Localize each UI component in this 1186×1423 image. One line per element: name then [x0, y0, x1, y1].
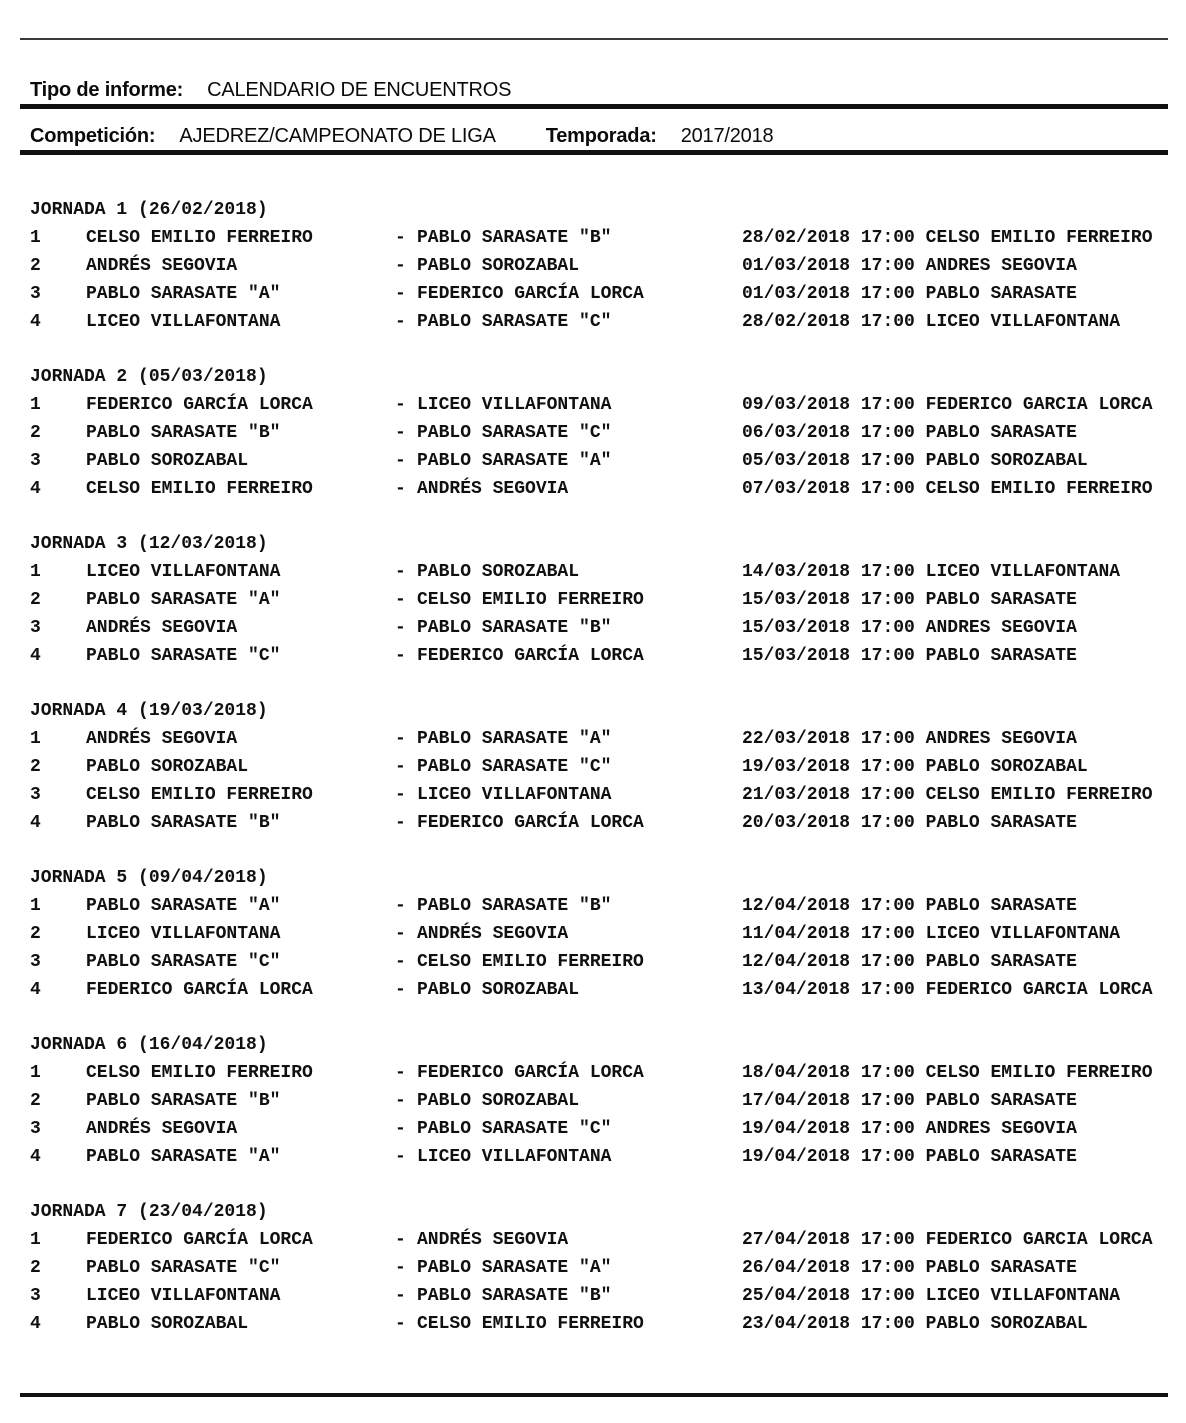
- match-schedule: [742, 475, 1153, 503]
- match-row: [0, 753, 1186, 781]
- round-title: JORNADA 1 (26/02/2018): [30, 200, 268, 220]
- away-team: LICEO VILLAFONTANA: [417, 1147, 612, 1167]
- match-schedule: [742, 558, 1120, 586]
- separator-dash: -: [395, 785, 406, 805]
- round-section: [0, 196, 1186, 336]
- match-time: 17:00: [860, 590, 915, 610]
- match-time: 17:00: [860, 1147, 915, 1167]
- match-schedule: [742, 224, 1153, 252]
- season-value: 2017/2018: [680, 125, 774, 147]
- home-team: PABLO SARASATE "A": [86, 284, 281, 304]
- home-team: ANDRÉS SEGOVIA: [86, 1119, 238, 1139]
- match-venue: CELSO EMILIO FERREIRO: [925, 228, 1153, 248]
- home-team: PABLO SOROZABAL: [86, 451, 249, 471]
- match-row: [0, 586, 1186, 614]
- match-number: 3: [30, 1119, 41, 1139]
- home-team: ANDRÉS SEGOVIA: [86, 618, 238, 638]
- match-date: 05/03/2018: [742, 451, 851, 471]
- away-team: FEDERICO GARCÍA LORCA: [417, 646, 644, 666]
- match-schedule: [742, 308, 1120, 336]
- match-time: 17:00: [860, 1258, 915, 1278]
- match-venue: FEDERICO GARCIA LORCA: [925, 980, 1153, 1000]
- separator-dash: -: [395, 284, 406, 304]
- match-schedule: [742, 447, 1088, 475]
- match-venue: CELSO EMILIO FERREIRO: [925, 479, 1153, 499]
- match-schedule: [742, 920, 1120, 948]
- match-schedule: [742, 753, 1088, 781]
- away-team: CELSO EMILIO FERREIRO: [417, 590, 644, 610]
- home-team: ANDRÉS SEGOVIA: [86, 256, 238, 276]
- round-section: [0, 1031, 1186, 1171]
- match-venue: FEDERICO GARCIA LORCA: [925, 1230, 1153, 1250]
- away-team: CELSO EMILIO FERREIRO: [417, 1314, 644, 1334]
- match-time: 17:00: [860, 618, 915, 638]
- match-date: 19/03/2018: [742, 757, 851, 777]
- away-team: PABLO SARASATE "B": [417, 228, 612, 248]
- away-team: PABLO SARASATE "C": [417, 423, 612, 443]
- home-team: FEDERICO GARCÍA LORCA: [86, 1230, 313, 1250]
- match-row: [0, 391, 1186, 419]
- separator-dash: -: [395, 395, 406, 415]
- match-number: 3: [30, 451, 41, 471]
- match-date: 07/03/2018: [742, 479, 851, 499]
- match-time: 17:00: [860, 757, 915, 777]
- match-schedule: [742, 892, 1077, 920]
- round-section: [0, 864, 1186, 1004]
- match-row: [0, 1087, 1186, 1115]
- separator-dash: -: [395, 1314, 406, 1334]
- match-number: 2: [30, 590, 41, 610]
- match-date: 01/03/2018: [742, 256, 851, 276]
- match-number: 3: [30, 785, 41, 805]
- away-team: PABLO SARASATE "B": [417, 896, 612, 916]
- separator-dash: -: [395, 228, 406, 248]
- away-team: PABLO SOROZABAL: [417, 562, 580, 582]
- separator-dash: -: [395, 1147, 406, 1167]
- away-team: FEDERICO GARCÍA LORCA: [417, 813, 644, 833]
- match-date: 09/03/2018: [742, 395, 851, 415]
- home-team: LICEO VILLAFONTANA: [86, 924, 281, 944]
- separator-dash: -: [395, 1091, 406, 1111]
- match-time: 17:00: [860, 479, 915, 499]
- away-team: FEDERICO GARCÍA LORCA: [417, 1063, 644, 1083]
- match-time: 17:00: [860, 980, 915, 1000]
- match-number: 4: [30, 1314, 41, 1334]
- match-number: 2: [30, 1091, 41, 1111]
- match-schedule: [742, 419, 1077, 447]
- match-venue: PABLO SOROZABAL: [925, 451, 1088, 471]
- report-type-row: [30, 78, 561, 102]
- match-row: [0, 642, 1186, 670]
- match-number: 4: [30, 479, 41, 499]
- match-time: 17:00: [860, 729, 915, 749]
- separator-dash: -: [395, 423, 406, 443]
- match-venue: ANDRES SEGOVIA: [925, 618, 1077, 638]
- match-venue: LICEO VILLAFONTANA: [925, 312, 1121, 332]
- match-venue: PABLO SARASATE: [925, 1091, 1077, 1111]
- match-row: [0, 976, 1186, 1004]
- home-team: ANDRÉS SEGOVIA: [86, 729, 238, 749]
- away-team: ANDRÉS SEGOVIA: [417, 924, 569, 944]
- match-schedule: [742, 391, 1153, 419]
- match-venue: LICEO VILLAFONTANA: [925, 924, 1121, 944]
- round-title: JORNADA 4 (19/03/2018): [30, 701, 268, 721]
- match-number: 3: [30, 284, 41, 304]
- separator-dash: -: [395, 1063, 406, 1083]
- match-date: 21/03/2018: [742, 785, 851, 805]
- match-row: [0, 1059, 1186, 1087]
- match-venue: PABLO SARASATE: [925, 284, 1077, 304]
- match-schedule: [742, 1059, 1153, 1087]
- match-venue: ANDRES SEGOVIA: [925, 1119, 1077, 1139]
- competition-value: AJEDREZ/CAMPEONATO DE LIGA: [179, 125, 496, 147]
- match-schedule: [742, 781, 1153, 809]
- round-title: JORNADA 6 (16/04/2018): [30, 1035, 268, 1055]
- competition-label: Competición:: [30, 125, 156, 147]
- match-number: 1: [30, 1230, 41, 1250]
- match-venue: ANDRES SEGOVIA: [925, 256, 1077, 276]
- match-row: [0, 252, 1186, 280]
- match-number: 2: [30, 256, 41, 276]
- match-venue: FEDERICO GARCIA LORCA: [925, 395, 1153, 415]
- match-number: 1: [30, 228, 41, 248]
- separator-dash: -: [395, 618, 406, 638]
- match-venue: CELSO EMILIO FERREIRO: [925, 785, 1153, 805]
- round-section: [0, 1198, 1186, 1338]
- match-time: 17:00: [860, 1286, 915, 1306]
- match-row: [0, 781, 1186, 809]
- report-type-label: Tipo de informe:: [30, 79, 184, 101]
- away-team: PABLO SARASATE "B": [417, 1286, 612, 1306]
- separator-dash: -: [395, 729, 406, 749]
- separator-dash: -: [395, 646, 406, 666]
- home-team: FEDERICO GARCÍA LORCA: [86, 395, 313, 415]
- match-date: 25/04/2018: [742, 1286, 851, 1306]
- match-row: [0, 1282, 1186, 1310]
- round-title: JORNADA 5 (09/04/2018): [30, 868, 268, 888]
- match-time: 17:00: [860, 1314, 915, 1334]
- match-date: 06/03/2018: [742, 423, 851, 443]
- match-number: 3: [30, 1286, 41, 1306]
- match-time: 17:00: [860, 284, 915, 304]
- match-row: [0, 1115, 1186, 1143]
- home-team: PABLO SARASATE "A": [86, 896, 281, 916]
- match-venue: PABLO SARASATE: [925, 1258, 1077, 1278]
- match-schedule: [742, 586, 1077, 614]
- match-time: 17:00: [860, 896, 915, 916]
- match-time: 17:00: [860, 646, 915, 666]
- match-date: 23/04/2018: [742, 1314, 851, 1334]
- match-row: [0, 948, 1186, 976]
- home-team: FEDERICO GARCÍA LORCA: [86, 980, 313, 1000]
- separator-dash: -: [395, 1258, 406, 1278]
- match-schedule: [742, 976, 1153, 1004]
- match-date: 22/03/2018: [742, 729, 851, 749]
- match-date: 28/02/2018: [742, 312, 851, 332]
- separator-dash: -: [395, 1119, 406, 1139]
- separator-dash: -: [395, 757, 406, 777]
- round-section: [0, 530, 1186, 670]
- separator-dash: -: [395, 312, 406, 332]
- separator-dash: -: [395, 562, 406, 582]
- match-schedule: [742, 1115, 1077, 1143]
- match-schedule: [742, 1143, 1077, 1171]
- home-team: CELSO EMILIO FERREIRO: [86, 785, 313, 805]
- home-team: PABLO SOROZABAL: [86, 1314, 249, 1334]
- match-date: 15/03/2018: [742, 590, 851, 610]
- match-row: [0, 1143, 1186, 1171]
- match-time: 17:00: [860, 562, 915, 582]
- header-rule-1: [20, 104, 1168, 109]
- separator-dash: -: [395, 479, 406, 499]
- away-team: LICEO VILLAFONTANA: [417, 785, 612, 805]
- match-time: 17:00: [860, 423, 915, 443]
- away-team: PABLO SARASATE "B": [417, 618, 612, 638]
- match-venue: PABLO SARASATE: [925, 813, 1077, 833]
- match-row: [0, 224, 1186, 252]
- match-date: 11/04/2018: [742, 924, 851, 944]
- match-date: 26/04/2018: [742, 1258, 851, 1278]
- match-time: 17:00: [860, 813, 915, 833]
- match-number: 1: [30, 395, 41, 415]
- match-time: 17:00: [860, 1119, 915, 1139]
- match-date: 20/03/2018: [742, 813, 851, 833]
- match-time: 17:00: [860, 395, 915, 415]
- match-schedule: [742, 1310, 1088, 1338]
- match-date: 27/04/2018: [742, 1230, 851, 1250]
- away-team: PABLO SARASATE "A": [417, 451, 612, 471]
- match-time: 17:00: [860, 451, 915, 471]
- match-time: 17:00: [860, 924, 915, 944]
- match-venue: PABLO SOROZABAL: [925, 1314, 1088, 1334]
- match-row: [0, 280, 1186, 308]
- match-schedule: [742, 280, 1077, 308]
- separator-dash: -: [395, 924, 406, 944]
- match-date: 18/04/2018: [742, 1063, 851, 1083]
- home-team: PABLO SARASATE "A": [86, 1147, 281, 1167]
- match-row: [0, 558, 1186, 586]
- match-date: 17/04/2018: [742, 1091, 851, 1111]
- match-venue: LICEO VILLAFONTANA: [925, 562, 1121, 582]
- match-venue: CELSO EMILIO FERREIRO: [925, 1063, 1153, 1083]
- match-date: 19/04/2018: [742, 1147, 851, 1167]
- match-schedule: [742, 725, 1077, 753]
- match-number: 4: [30, 312, 41, 332]
- home-team: LICEO VILLAFONTANA: [86, 1286, 281, 1306]
- away-team: PABLO SARASATE "C": [417, 312, 612, 332]
- match-number: 4: [30, 980, 41, 1000]
- home-team: CELSO EMILIO FERREIRO: [86, 1063, 313, 1083]
- round-title: JORNADA 2 (05/03/2018): [30, 367, 268, 387]
- match-date: 19/04/2018: [742, 1119, 851, 1139]
- match-venue: ANDRES SEGOVIA: [925, 729, 1077, 749]
- match-row: [0, 892, 1186, 920]
- match-number: 3: [30, 952, 41, 972]
- match-row: [0, 1226, 1186, 1254]
- match-time: 17:00: [860, 312, 915, 332]
- match-number: 1: [30, 562, 41, 582]
- match-number: 4: [30, 813, 41, 833]
- away-team: ANDRÉS SEGOVIA: [417, 479, 569, 499]
- match-date: 28/02/2018: [742, 228, 851, 248]
- match-row: [0, 1254, 1186, 1282]
- match-venue: PABLO SARASATE: [925, 646, 1077, 666]
- home-team: CELSO EMILIO FERREIRO: [86, 479, 313, 499]
- top-rule: [20, 38, 1168, 40]
- round-title: JORNADA 3 (12/03/2018): [30, 534, 268, 554]
- away-team: PABLO SOROZABAL: [417, 980, 580, 1000]
- match-schedule: [742, 252, 1077, 280]
- match-number: 1: [30, 1063, 41, 1083]
- home-team: LICEO VILLAFONTANA: [86, 312, 281, 332]
- away-team: PABLO SARASATE "C": [417, 757, 612, 777]
- match-number: 2: [30, 1258, 41, 1278]
- match-venue: PABLO SARASATE: [925, 952, 1077, 972]
- match-venue: PABLO SARASATE: [925, 896, 1077, 916]
- header-rule-2: [20, 150, 1168, 155]
- away-team: FEDERICO GARCÍA LORCA: [417, 284, 644, 304]
- match-date: 01/03/2018: [742, 284, 851, 304]
- match-time: 17:00: [860, 1091, 915, 1111]
- bottom-rule: [20, 1393, 1168, 1397]
- separator-dash: -: [395, 256, 406, 276]
- home-team: PABLO SARASATE "A": [86, 590, 281, 610]
- away-team: PABLO SARASATE "A": [417, 1258, 612, 1278]
- match-venue: PABLO SOROZABAL: [925, 757, 1088, 777]
- match-number: 1: [30, 896, 41, 916]
- match-date: 12/04/2018: [742, 952, 851, 972]
- home-team: PABLO SARASATE "C": [86, 646, 281, 666]
- match-time: 17:00: [860, 952, 915, 972]
- separator-dash: -: [395, 952, 406, 972]
- match-date: 14/03/2018: [742, 562, 851, 582]
- home-team: PABLO SARASATE "B": [86, 423, 281, 443]
- home-team: PABLO SARASATE "B": [86, 1091, 281, 1111]
- match-number: 4: [30, 1147, 41, 1167]
- season-label: Temporada:: [545, 125, 657, 147]
- match-schedule: [742, 1226, 1153, 1254]
- rounds-list: [0, 196, 1186, 1365]
- match-number: 1: [30, 729, 41, 749]
- home-team: LICEO VILLAFONTANA: [86, 562, 281, 582]
- match-number: 2: [30, 757, 41, 777]
- match-schedule: [742, 1282, 1120, 1310]
- match-row: [0, 308, 1186, 336]
- report-type-value: CALENDARIO DE ENCUENTROS: [207, 79, 512, 101]
- match-number: 2: [30, 423, 41, 443]
- round-section: [0, 363, 1186, 503]
- home-team: PABLO SARASATE "B": [86, 813, 281, 833]
- match-row: [0, 809, 1186, 837]
- match-row: [0, 419, 1186, 447]
- match-venue: PABLO SARASATE: [925, 423, 1077, 443]
- separator-dash: -: [395, 896, 406, 916]
- home-team: PABLO SARASATE "C": [86, 1258, 281, 1278]
- match-number: 4: [30, 646, 41, 666]
- match-schedule: [742, 948, 1077, 976]
- match-row: [0, 614, 1186, 642]
- away-team: LICEO VILLAFONTANA: [417, 395, 612, 415]
- match-time: 17:00: [860, 256, 915, 276]
- match-time: 17:00: [860, 785, 915, 805]
- match-schedule: [742, 614, 1077, 642]
- match-date: 12/04/2018: [742, 896, 851, 916]
- match-row: [0, 725, 1186, 753]
- round-title: JORNADA 7 (23/04/2018): [30, 1202, 268, 1222]
- home-team: PABLO SOROZABAL: [86, 757, 249, 777]
- round-section: [0, 697, 1186, 837]
- separator-dash: -: [395, 590, 406, 610]
- match-schedule: [742, 1254, 1077, 1282]
- match-venue: PABLO SARASATE: [925, 590, 1077, 610]
- match-date: 15/03/2018: [742, 646, 851, 666]
- away-team: PABLO SARASATE "C": [417, 1119, 612, 1139]
- match-row: [0, 447, 1186, 475]
- match-number: 2: [30, 924, 41, 944]
- away-team: PABLO SARASATE "A": [417, 729, 612, 749]
- home-team: CELSO EMILIO FERREIRO: [86, 228, 313, 248]
- match-number: 3: [30, 618, 41, 638]
- match-schedule: [742, 809, 1077, 837]
- match-row: [0, 920, 1186, 948]
- separator-dash: -: [395, 980, 406, 1000]
- match-time: 17:00: [860, 1230, 915, 1250]
- match-row: [0, 475, 1186, 503]
- away-team: ANDRÉS SEGOVIA: [417, 1230, 569, 1250]
- match-time: 17:00: [860, 228, 915, 248]
- home-team: PABLO SARASATE "C": [86, 952, 281, 972]
- match-schedule: [742, 1087, 1077, 1115]
- separator-dash: -: [395, 813, 406, 833]
- match-date: 13/04/2018: [742, 980, 851, 1000]
- separator-dash: -: [395, 1230, 406, 1250]
- away-team: PABLO SOROZABAL: [417, 1091, 580, 1111]
- separator-dash: -: [395, 1286, 406, 1306]
- match-venue: PABLO SARASATE: [925, 1147, 1077, 1167]
- separator-dash: -: [395, 451, 406, 471]
- match-time: 17:00: [860, 1063, 915, 1083]
- match-schedule: [742, 642, 1077, 670]
- away-team: CELSO EMILIO FERREIRO: [417, 952, 644, 972]
- match-row: [0, 1310, 1186, 1338]
- away-team: PABLO SOROZABAL: [417, 256, 580, 276]
- match-date: 15/03/2018: [742, 618, 851, 638]
- competition-row: [30, 124, 823, 148]
- match-venue: LICEO VILLAFONTANA: [925, 1286, 1121, 1306]
